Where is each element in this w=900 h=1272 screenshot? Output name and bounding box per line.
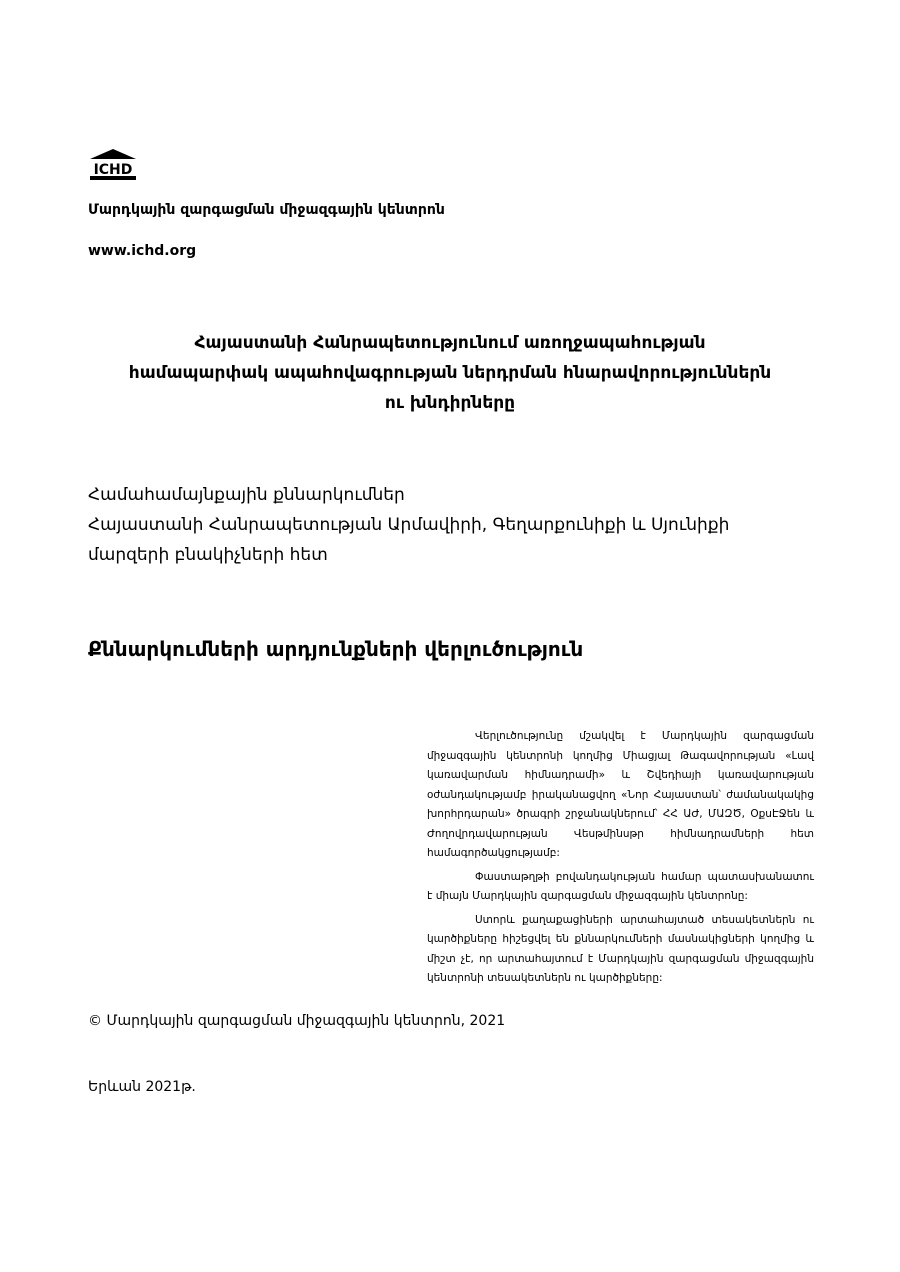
svg-text:ICHD: ICHD [93, 162, 133, 178]
title-line: համապարփակ ապահովագրության ներդրման հնարավորություններն [128, 363, 772, 383]
place-date: Երևան 2021թ. [88, 1079, 196, 1095]
note-paragraph: Վերլուծությունը մշակվել է Մարդկային զարգացման միջազգային կենտրոնի կողմից Միացյալ Թագավորության «Լավ կառավարման հիմնադրամի» և Շվեդիայի կառավարության օժանդակությամբ իրականացվող «Նոր Հայաստան՝ ժամանակակից խորհրդարան» ծրագրի շրջանակներում՝ ՀՀ ԱԺ, ՄԱԶԾ, ՕքսԷՋեն և Ժողովրդավարության Վեսթմինսթր հիմնադրամների հետ համագործակցությամբ: [427, 730, 814, 859]
discussion-line: մարզերի բնակիչների հետ [88, 545, 328, 565]
discussion-line: Համահամայնքային քննարկումներ [88, 485, 405, 505]
ichd-logo [88, 148, 138, 182]
org-name: Մարդկային զարգացման միջազգային կենտրոն [88, 202, 445, 218]
title-line: ու խնդիրները [384, 393, 516, 413]
org-url[interactable]: www.ichd.org [88, 243, 197, 259]
ichd-logo-icon [88, 148, 138, 182]
section-heading: Քննարկումների արդյունքների վերլուծություն [88, 637, 584, 661]
copyright: © Մարդկային զարգացման միջազգային կենտրոն, 2021 [88, 1013, 506, 1029]
disclaimer-note [427, 727, 814, 993]
note-paragraph: Փաստաթղթի բովանդակության համար պատասխանատու է միայն Մարդկային զարգացման միջազգային կենտրոնը: [427, 870, 814, 902]
note-paragraph: Ստորև քաղաքացիների արտահայտած տեսակետներն ու կարծիքները հիշեցվել են քննարկումների մասնակիցների կողմից և միշտ չէ, որ արտահայտում է Մարդկային զարգացման միջազգային կենտրոնի տեսակետներն ու կարծիքները: [427, 913, 814, 984]
discussion-subtitle [88, 480, 729, 570]
document-title [60, 328, 840, 418]
title-line: Հայաստանի Հանրապետությունում առողջապահության [194, 333, 706, 353]
discussion-line: Հայաստանի Հանրապետության Արմավիրի, Գեղարքունիքի և Սյունիքի [88, 515, 730, 535]
